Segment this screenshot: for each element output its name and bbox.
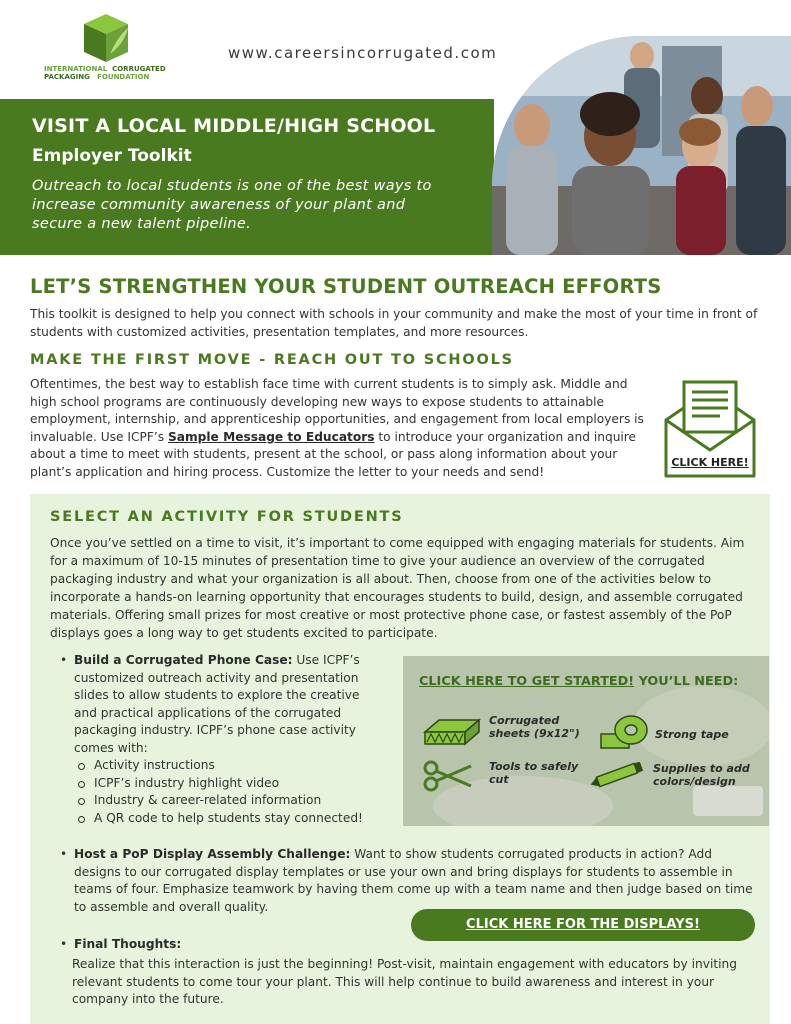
activity-title: SELECT AN ACTIVITY FOR STUDENTS (50, 509, 404, 525)
page-title: VISIT A LOCAL MIDDLE/HIGH SCHOOL (32, 115, 436, 137)
tape-icon (597, 712, 653, 752)
list-item-final-thoughts: • Final Thoughts: (60, 937, 182, 951)
list-item: Industry & career-related information (74, 792, 374, 810)
students-photo (492, 36, 791, 255)
list-item: Activity instructions (74, 757, 374, 775)
first-move-text: Oftentimes, the best way to establish face time with current students is to simply ask. Middle and high school programs are continuously developing new ways to expose students to attainable employment, internship, and apprenticeship opportunities, and engagement from local employers is invaluable. Use ICPF’s Sample Message to Educators to introduce your organization and inquire about a time to meet with students, present at the school, or pass along information about your plant’s application and hiring process. Customize the letter to your needs and send! (30, 377, 644, 479)
final-thoughts-text: Realize that this interaction is just the beginning! Post-visit, maintain engagement with educators by inviting relevant students to come tour your plant. This will help continue to build awareness and interest in your company into the future. (72, 957, 737, 1006)
get-started-link[interactable]: CLICK HERE TO GET STARTED! (419, 674, 635, 689)
banner-tagline: Outreach to local students is one of the best ways to increase community awareness of your plant and secure a new talent pipeline. (32, 178, 432, 232)
supplies-box (403, 656, 769, 826)
list-item: A QR code to help students stay connected! (74, 810, 374, 828)
website-url[interactable]: www.careersincorrugated.com (228, 44, 498, 62)
supply-corrugated-sheets: Corrugated sheets (9x12") (489, 714, 580, 740)
supply-strong-tape: Strong tape (655, 728, 729, 741)
corrugated-sheets-icon (423, 718, 481, 746)
scissors-icon (423, 760, 473, 792)
section-title: LET’S STRENGTHEN YOUR STUDENT OUTREACH EFFORTS (30, 275, 662, 298)
section-intro: This toolkit is designed to help you connect with schools in your community and make the most of your time in front of students with customized activities, presentation templates, and more resources. (30, 307, 758, 339)
list-item-pop-display: • Host a PoP Display Assembly Challenge: Want to show students corrugated products in action? Add designs to our corrugated display templates or use your own and bring displays for students to assemble in teams of four. Emphasize teamwork by having them come up with a team name and then judge based on time to assemble and overall quality. (60, 847, 753, 914)
supply-colors: Supplies to add colors/design (653, 762, 750, 788)
first-move-title: MAKE THE FIRST MOVE - REACH OUT TO SCHOOLS (30, 352, 514, 368)
click-here-link[interactable]: CLICK HERE! (671, 456, 749, 469)
marker-icon (587, 762, 647, 788)
supply-cutting-tools: Tools to safely cut (489, 760, 579, 786)
list-item: ICPF’s industry highlight video (74, 775, 374, 793)
sample-message-link[interactable]: Sample Message to Educators (167, 429, 375, 444)
hero-banner (0, 99, 494, 255)
activity-text: Once you’ve settled on a time to visit, it’s important to come equipped with engaging materials for students. Aim for a maximum of 10-15 minutes of presentation time to give your audience an overview of the corrugated packaging industry and what your organization is all about. Then, choose from one of the activities below to incorporate a hands-on learning opportunity that encourages students to build, design, and assemble corrugated materials. Offering small prizes for most creative or most protective phone case, or fastest assembly of the PoP displays goes a long way to get students excited to participate. (50, 536, 745, 640)
phone-case-includes (74, 757, 374, 827)
activity-panel (30, 494, 770, 1024)
list-item-phone-case: • Build a Corrugated Phone Case: Use ICPF’s customized outreach activity and presentation slides to allow students to explore the creative and practical applications of the corrugated packaging industry. ICPF’s phone case activity comes with: Activity instructions ICPF’s industry highlight video Industry & career-related information A QR code to help students stay connected! (74, 652, 374, 827)
displays-button[interactable]: CLICK HERE FOR THE DISPLAYS! (411, 909, 755, 941)
logo-text: INTERNATIONAL CORRUGATED PACKAGING FOUNDATION (44, 65, 166, 81)
page-subtitle: Employer Toolkit (32, 146, 192, 166)
supplies-heading: CLICK HERE TO GET STARTED! YOU’LL NEED: (419, 674, 739, 689)
